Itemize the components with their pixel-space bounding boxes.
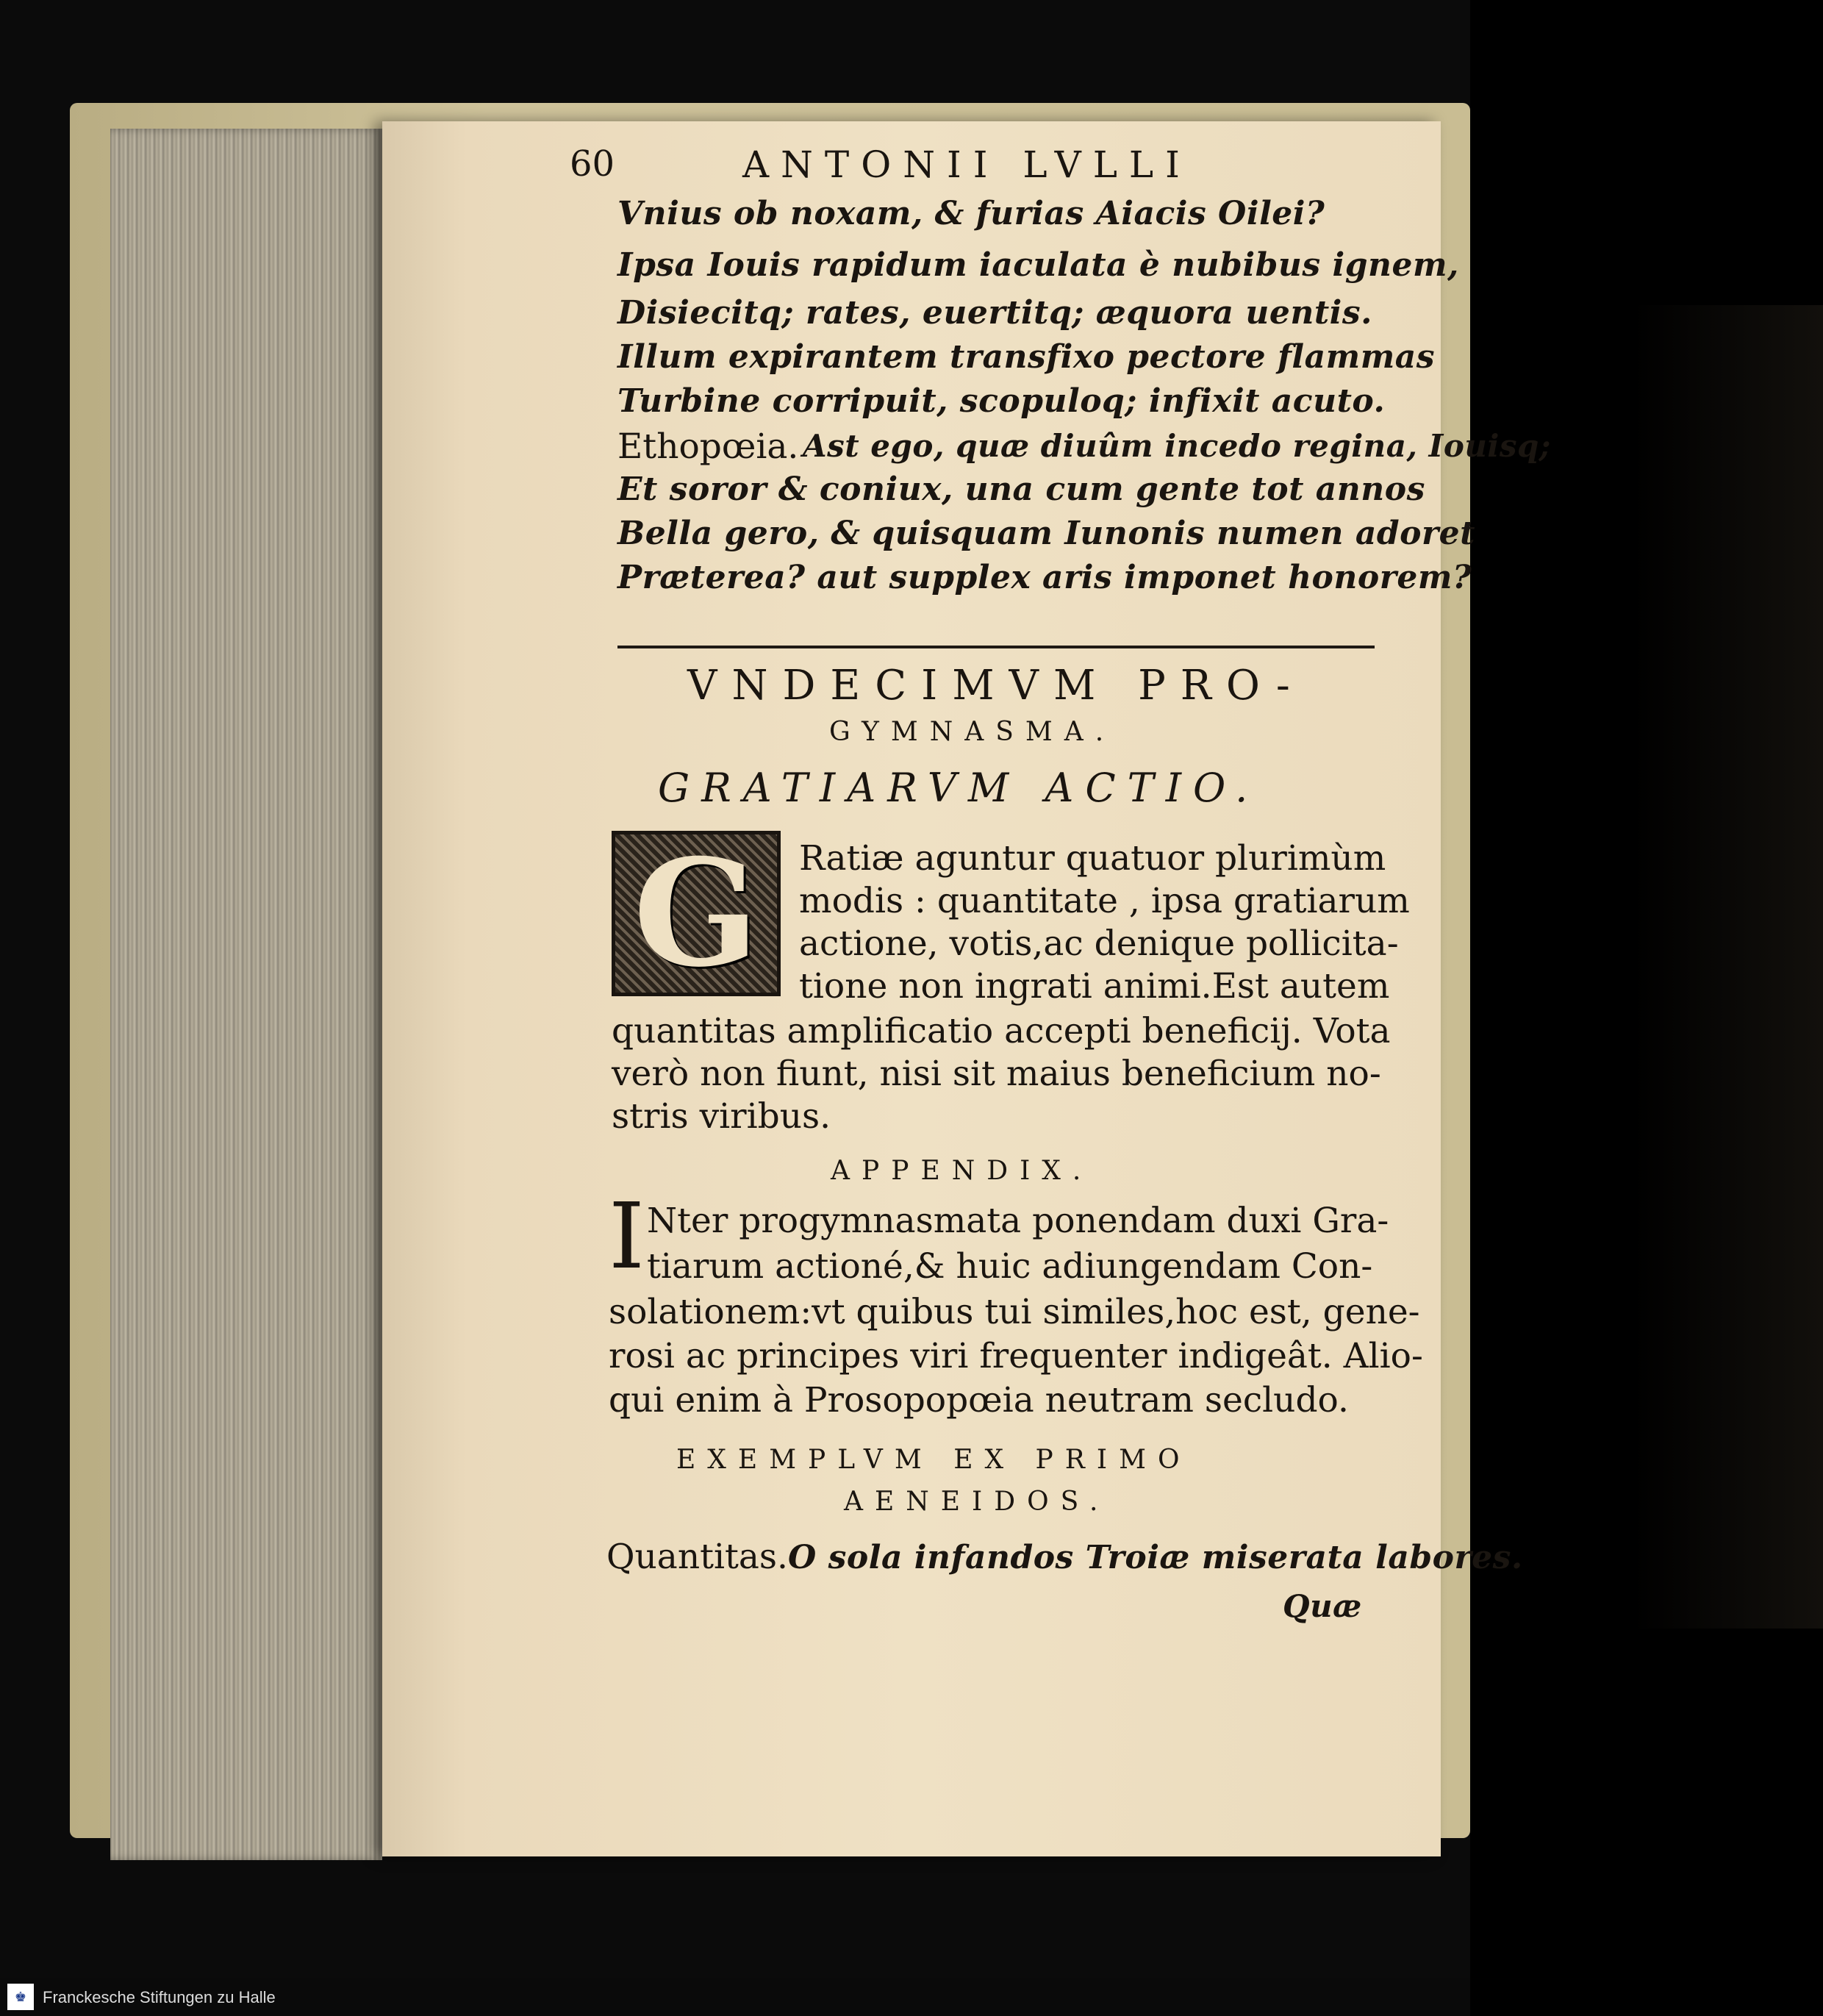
example-label: Quantitas. bbox=[606, 1537, 788, 1577]
body-line: rosi ac principes viri frequenter indigeât. Alio- bbox=[609, 1336, 1423, 1376]
catchword: Quæ bbox=[1283, 1588, 1362, 1624]
verse-line: Et soror & coniux, una cum gente tot annos bbox=[617, 471, 1425, 508]
appendix-heading: APPENDIX. bbox=[831, 1156, 1093, 1186]
example-heading-cont: AENEIDOS. bbox=[844, 1487, 1110, 1517]
verse-line: Præterea? aut supplex aris imponet honorem? bbox=[617, 559, 1472, 596]
show-through bbox=[1632, 305, 1823, 1629]
example-heading: EXEMPLVM EX PRIMO bbox=[676, 1445, 1192, 1475]
running-title: ANTONII LVLLI bbox=[742, 143, 1192, 186]
verse-line: Ast ego, quæ diuûm incedo regina, Iouisq; bbox=[803, 428, 1551, 464]
example-verse: O sola infandos Troiæ miserata labores. bbox=[788, 1539, 1523, 1576]
verse-line: Disiecitq; rates, euertitq; æquora uentis. bbox=[617, 294, 1372, 332]
body-line: verò non fiunt, nisi sit maius beneficium no- bbox=[612, 1054, 1381, 1094]
ethopoeia-label: Ethopœia. bbox=[617, 426, 799, 467]
footer-bar bbox=[0, 1978, 1470, 2016]
verse-line: Turbine corripuit, scopuloq; infixit acuto. bbox=[617, 382, 1386, 420]
section-heading: VNDECIMVM PRO- bbox=[687, 662, 1305, 709]
verse-line: Ipsa Iouis rapidum iaculata è nubibus ignem, bbox=[617, 246, 1459, 284]
body-line: Nter progymnasmata ponendam duxi Gra- bbox=[647, 1201, 1389, 1241]
body-line: quantitas amplificatio accepti beneficij. Vota bbox=[612, 1011, 1391, 1051]
page-number: 60 bbox=[570, 143, 615, 185]
appendix-initial: I bbox=[609, 1184, 645, 1290]
institution-logo-icon: ♚ bbox=[7, 1984, 34, 2010]
section-rule bbox=[617, 646, 1375, 648]
verse-line: Illum expirantem transfixo pectore flammas bbox=[617, 338, 1436, 376]
verse-line: Bella gero, & quisquam Iunonis numen adoret bbox=[617, 515, 1475, 552]
body-line: tiarum actioné,& huic adiungendam Con- bbox=[647, 1246, 1373, 1287]
body-line: qui enim à Prosopopœia neutram secludo. bbox=[609, 1380, 1349, 1420]
body-line: modis : quantitate , ipsa gratiarum bbox=[799, 881, 1410, 921]
section-subtitle: GRATIARVM ACTIO. bbox=[658, 765, 1260, 811]
verse-line: Vnius ob noxam, & furias Aiacis Oilei? bbox=[617, 195, 1325, 232]
body-line: tione non ingrati animi.Est autem bbox=[799, 966, 1390, 1007]
institution-label: Franckesche Stiftungen zu Halle bbox=[43, 1988, 276, 2006]
body-line: actione, votis,ac denique pollicita- bbox=[799, 923, 1399, 964]
page-edges bbox=[110, 129, 382, 1860]
body-line: Ratiæ aguntur quatuor plurimùm bbox=[799, 838, 1386, 879]
body-line: stris viribus. bbox=[612, 1096, 831, 1137]
decorated-initial bbox=[612, 826, 781, 1000]
body-line: solationem:vt quibus tui similes,hoc est, gene- bbox=[609, 1292, 1420, 1332]
initial-letter: G bbox=[633, 826, 759, 1000]
section-heading-cont: GYMNASMA. bbox=[829, 717, 1116, 747]
